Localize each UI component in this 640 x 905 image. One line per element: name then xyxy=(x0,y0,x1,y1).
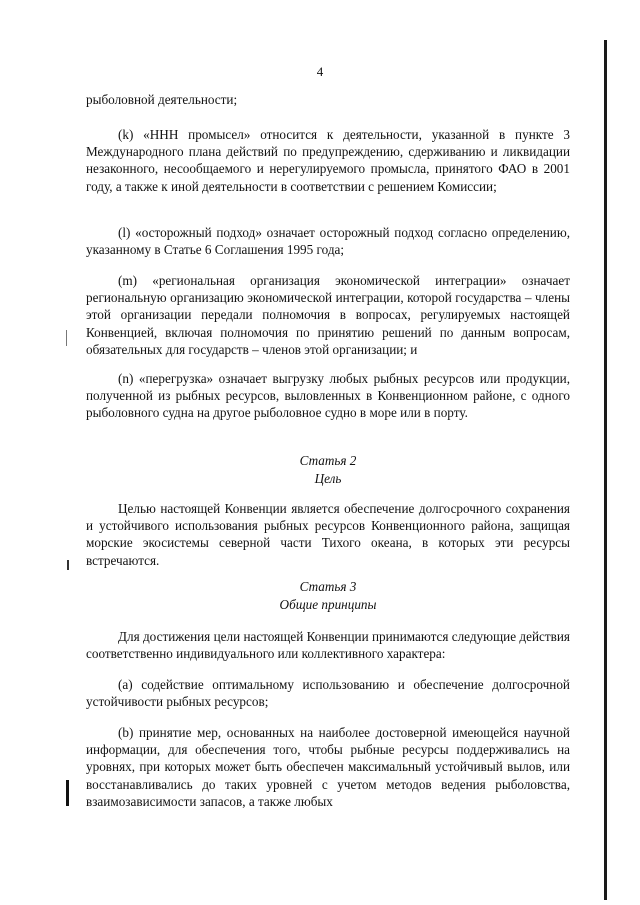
paragraph-text: Целью настоящей Конвенции является обеспечение долгосрочного сохранения и устойчивого использования рыбных ресурсов Конвенционного района, защищая морские экосистемы северной части Тихого океана, в которых эти ресурсы встречаются. xyxy=(86,501,570,568)
definition-l xyxy=(86,224,570,258)
paragraph-text: (k) «ННН промысел» относится к деятельности, указанной в пункте 3 Международного плана действий по предупреждению, сдерживанию и ликвидации незаконного, несообщаемого и нерегулируемого промысла, принятого ФАО в 2001 году, а также к иной деятельности в соответствии с решением Комиссии; xyxy=(86,127,570,194)
article-2-title: Статья 2 xyxy=(299,453,357,468)
paragraph-text: (a) содействие оптимальному использованию и обеспечение долгосрочной устойчивости рыбных ресурсов; xyxy=(86,677,570,710)
paragraph-continuation xyxy=(86,91,570,108)
article-2-body xyxy=(86,500,570,569)
definition-m xyxy=(86,272,570,358)
scan-edge-right xyxy=(604,40,607,900)
page-number: 4 xyxy=(316,64,324,79)
paragraph-text: (l) «осторожный подход» означает осторожный подход согласно определению, указанному в Статье 6 Соглашения 1995 года; xyxy=(86,225,570,258)
principle-b xyxy=(86,724,570,810)
paragraph-text: Для достижения цели настоящей Конвенции принимаются следующие действия соответственно индивидуального или коллективного характера: xyxy=(86,629,570,662)
scan-mark-left-3 xyxy=(66,780,69,806)
scan-mark-left-1 xyxy=(66,330,67,346)
paragraph-text: рыболовной деятельности; xyxy=(86,92,238,107)
paragraph-text: (n) «перегрузка» означает выгрузку любых рыбных ресурсов или продукции, полученной из рыбных ресурсов, выловленных в Конвенционном районе, с одного рыболовного судна на другое рыболовное судно в море или в порту. xyxy=(86,371,570,421)
definition-n xyxy=(86,370,570,422)
article-3-title: Статья 3 xyxy=(299,579,357,594)
definition-k xyxy=(86,126,570,195)
paragraph-text: (b) принятие мер, основанных на наиболее достоверной имеющейся научной информации, для обеспечения того, чтобы рыбные ресурсы поддерживались на уровнях, при которых может быть обеспечен максимальный устойчивый вылов, или восстанавливались до таких уровней с учетом методов ведения рыболовства, взаимозависимости запасов, а также любых xyxy=(86,725,570,809)
paragraph-text: (m) «региональная организация экономической интеграции» означает региональную организацию экономической интеграции, которой государства – члены этой организации передали полномочия в вопросах, регулируемых настоящей Конвенцией, включая полномочия по принятию решений по данным вопросам, обязательных для государств – членов этой организации; и xyxy=(86,273,570,357)
scan-mark-left-2 xyxy=(67,560,69,570)
principle-a xyxy=(86,676,570,710)
article-2-subtitle: Цель xyxy=(314,471,342,486)
article-3-intro xyxy=(86,628,570,662)
article-3-subtitle: Общие принципы xyxy=(279,597,377,612)
